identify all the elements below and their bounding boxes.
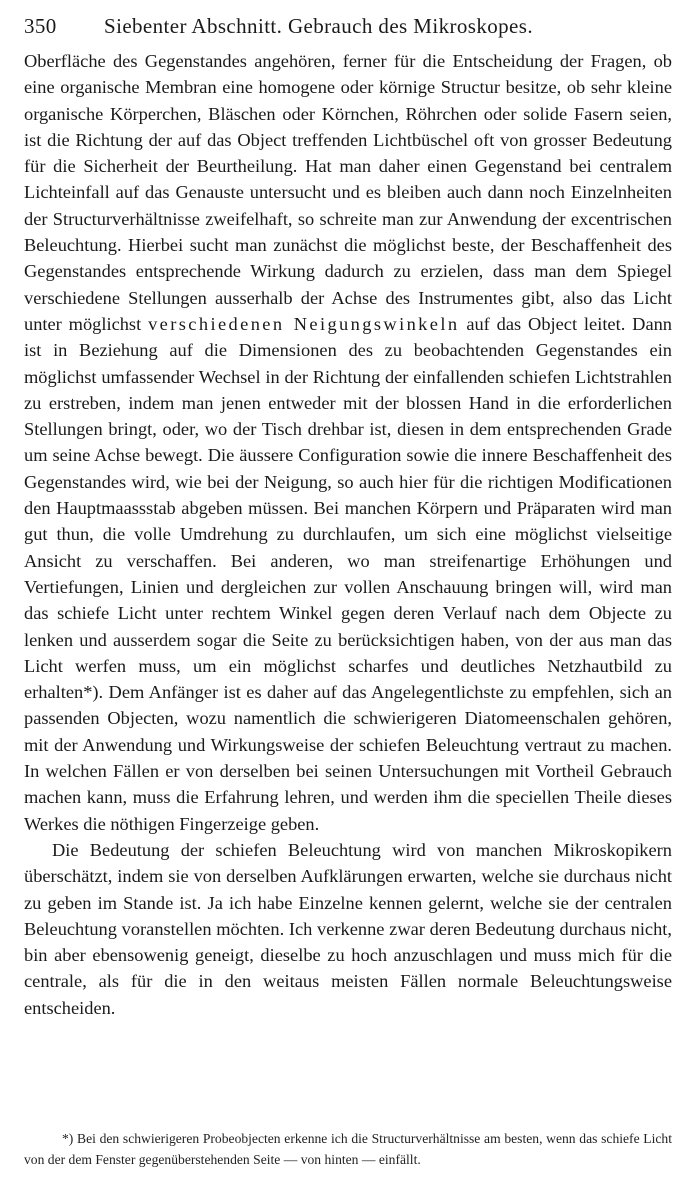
body-text <box>24 48 672 1021</box>
page-number: 350 <box>24 14 57 38</box>
running-header <box>24 14 672 44</box>
paragraph-1-text-before: Oberfläche des Gegenstandes angehören, ferner für die Entscheidung der Fragen, ob eine organische Membran eine homogene oder körnige Structur besitze, ob sehr kleine organische Körperchen, Bläschen oder Körnchen, Röhrchen oder solide Fasern seien, ist die Richtung der auf das Object treffenden Lichtbüschel oft von grosser Bedeutung für die Sicherheit der Beurtheilung. Hat man daher einen Gegenstand bei centralem Lichteinfall auf das Genauste untersucht und es bleiben auch dann noch Einzelnheiten der Structurverhältnisse zweifelhaft, so schreite man zur Anwendung der excentrischen Beleuchtung. Hierbei sucht man zunächst die möglichst beste, der Beschaffenheit des Gegenstandes entsprechende Wirkung dadurch zu erzielen, dass man dem Spiegel verschiedene Stellungen ausserhalb der Achse des Instrumentes gibt, also das Licht unter möglichst <box>24 51 672 334</box>
running-title: Siebenter Abschnitt. Gebrauch des Mikroskopes. <box>104 14 533 38</box>
paragraph-1-text-after: auf das Object leitet. Dann ist in Beziehung auf die Dimensionen des zu beobachtenden Gegenstandes ein möglichst umfassender Wechsel in der Richtung der einfallenden schiefen Lichtstrahlen zu erstreben, indem man jenen entweder mit der blossen Hand in die erforderlichen Stellungen bringt, oder, wo der Tisch drehbar ist, diesen in dem entsprechenden Grade um seine Achse bewegt. Die äussere Configuration sowie die innere Beschaffenheit des Gegenstandes wird, wie bei der Neigung, so auch hier für die richtigen Modificationen den Hauptmaassstab abgeben müssen. Bei manchen Körpern und Präparaten wird man gut thun, die volle Umdrehung zu durchlaufen, um sich eine möglichst vielseitige Ansicht zu verschaffen. Bei anderen, wo man streifenartige Erhöhungen und Vertiefungen, Linien und dergleichen zur vollen Anschauung bringen will, wird man das schiefe Licht unter rechtem Winkel gegen deren Verlauf nach dem Objecte zu lenken und ausserdem sogar die Seite zu berücksichtigen haben, von der aus man das Licht werfen muss, um ein möglichst scharfes und deutliches Netzhautbild zu erhalten*). Dem Anfänger ist es daher auf das Angelegentlichste zu empfehlen, sich an passenden Objecten, wozu namentlich die schwierigeren Diatomeenschalen gehören, mit der Anwendung und Wirkungsweise der schiefen Beleuchtung vertraut zu machen. In welchen Fällen er von derselben bei seinen Untersuchungen mit Vortheil Gebrauch machen kann, muss die Erfahrung lehren, und werden ihm die speciellen Theile dieses Werkes die nöthigen Fingerzeige geben. <box>24 313 672 834</box>
emphasized-phrase: verschiedenen Neigungswinkeln <box>148 313 460 334</box>
book-page <box>24 14 672 1021</box>
footnote-text: *) Bei den schwierigeren Probeobjecten erkenne ich die Structurverhältnisse am besten, wenn das schiefe Licht von der dem Fenster gegenüberstehenden Seite — von hinten — einfällt. <box>24 1131 672 1167</box>
paragraph-1 <box>24 48 672 837</box>
footnote <box>24 1128 672 1170</box>
paragraph-2: Die Bedeutung der schiefen Beleuchtung wird von manchen Mikroskopikern überschätzt, indem sie von derselben Aufklärungen erwarten, welche sie durchaus nicht zu geben im Stande ist. Ja ich habe Einzelne kennen gelernt, welche sie der centralen Beleuchtung voranstellen möchten. Ich verkenne zwar deren Bedeutung durchaus nicht, bin aber ebensowenig geneigt, dieselbe zu hoch anzuschlagen und muss mich für die centrale, als für die in den weitaus meisten Fällen normale Beleuchtungsweise entscheiden. <box>24 839 672 1018</box>
